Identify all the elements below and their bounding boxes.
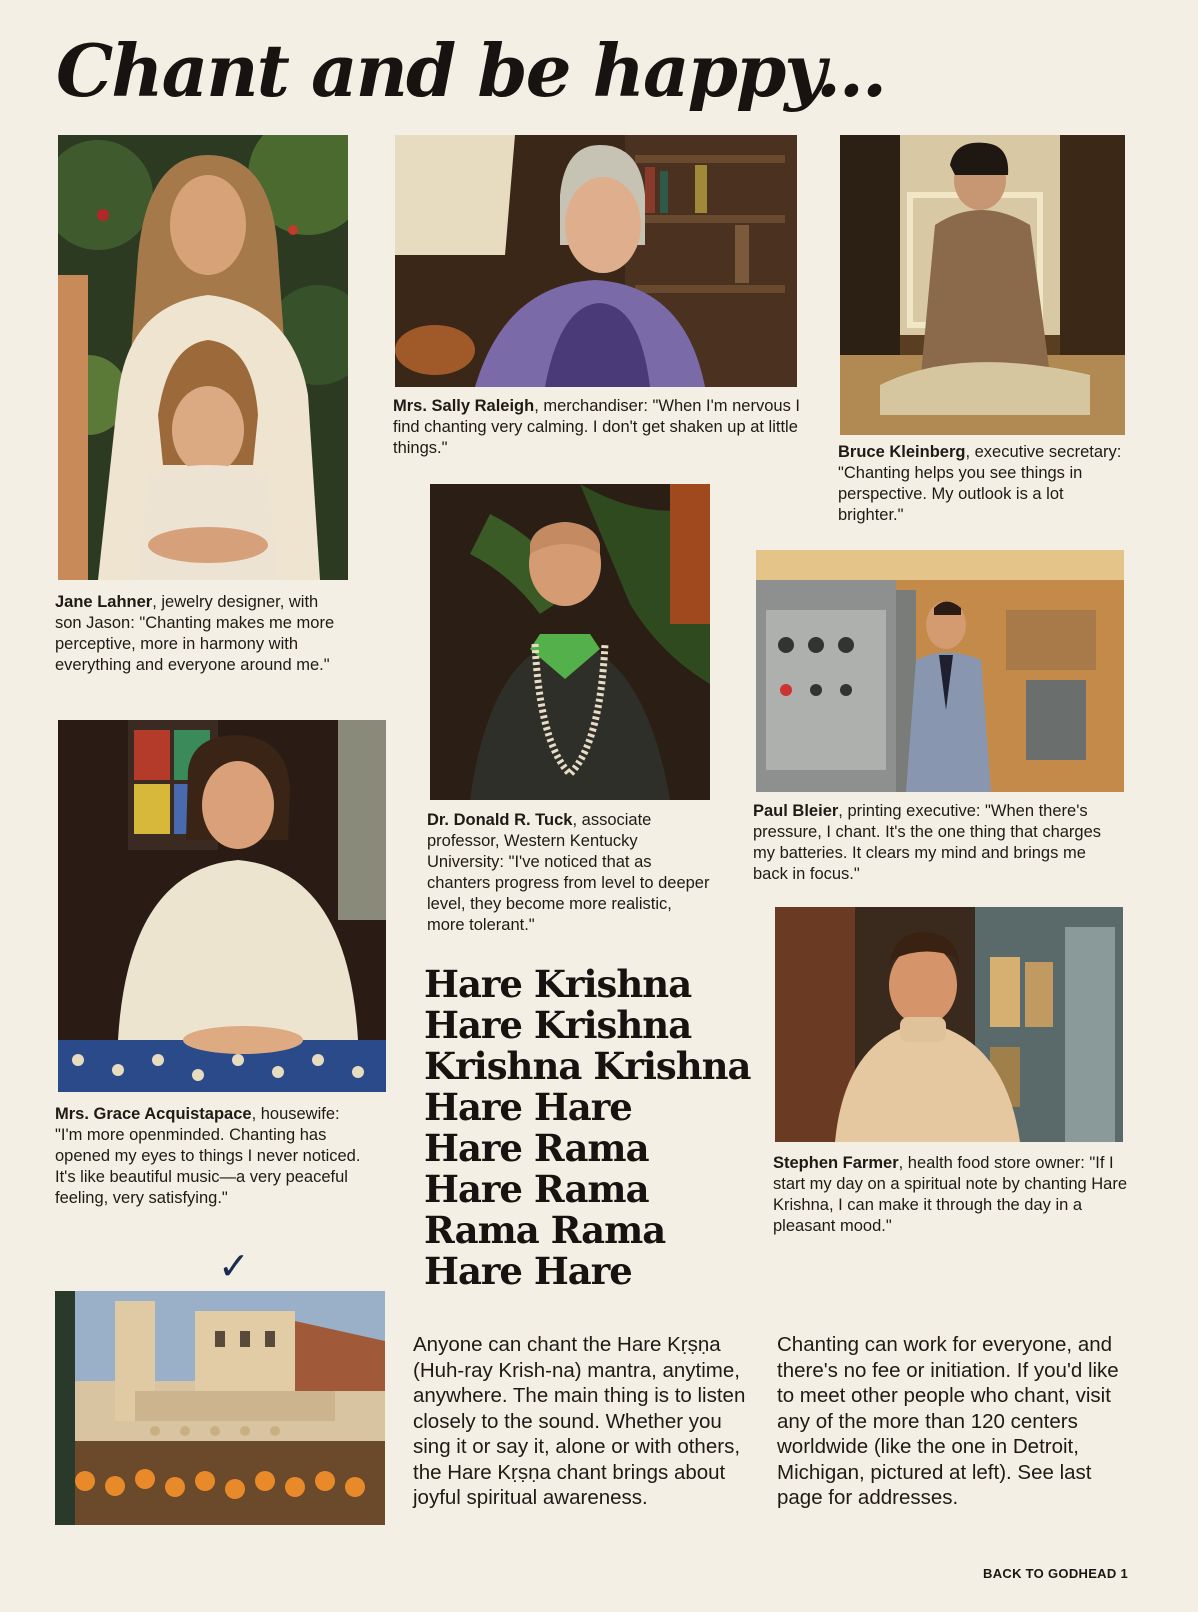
caption-name: Bruce Kleinberg	[838, 443, 966, 461]
mantra-line: Hare Krishna	[424, 962, 692, 1006]
photo-grace-acquistapace	[58, 720, 386, 1092]
mantra-line: Hare Krishna	[424, 1003, 692, 1047]
mantra-line: Rama Rama	[424, 1208, 666, 1252]
caption-name: Mrs. Sally Raleigh	[393, 397, 535, 415]
caption-text: , health food store owner: "If I start my day on a spiritual note by chanting Hare Krishna, I can make it through the day in a pleasant mood."	[773, 1154, 1128, 1235]
hare-krishna-mantra	[424, 964, 751, 1292]
caption-bruce-kleinberg	[838, 442, 1128, 526]
caption-grace-acquistapace	[55, 1104, 365, 1209]
caption-stephen-farmer	[773, 1153, 1133, 1237]
caption-text: , jewelry designer, with son Jason: "Chanting makes me more perceptive, more in harmony with everything and everyone around me."	[55, 593, 335, 674]
mantra-line: Hare Rama	[424, 1167, 649, 1211]
caption-text: , associate professor, Western Kentucky University: "I've noticed that as chanters progress from level to deeper level, they become more realistic, more tolerant."	[427, 811, 710, 934]
caption-jane-lahner	[55, 592, 340, 676]
caption-text: , merchandiser: "When I'm nervous I find chanting very calming. I don't get shaken up at little things."	[393, 397, 800, 457]
caption-paul-bleier	[753, 801, 1123, 885]
caption-text: , executive secretary: "Chanting helps you see things in perspective. My outlook is a lot brighter."	[838, 443, 1122, 524]
photo-sally-raleigh	[395, 135, 797, 387]
mantra-line: Hare Hare	[424, 1085, 632, 1129]
photo-paul-bleier	[756, 550, 1124, 792]
caption-name: Stephen Farmer	[773, 1154, 899, 1172]
caption-donald-tuck	[427, 810, 712, 936]
caption-name: Mrs. Grace Acquistapace	[55, 1105, 252, 1123]
caption-name: Dr. Donald R. Tuck	[427, 811, 573, 829]
body-text-left: Anyone can chant the Hare Kṛṣṇa (Huh-ray Krish-na) mantra, anytime, anywhere. The main thing is to listen closely to the sound. Whether you sing it or say it, alone or with others, the Hare Kṛṣṇa chant brings about joyful spiritual awareness.	[413, 1333, 746, 1509]
photo-donald-tuck	[430, 484, 710, 800]
caption-name: Paul Bleier	[753, 802, 839, 820]
body-text-right: Chanting can work for everyone, and there's no fee or initiation. If you'd like to meet other people who chant, visit any of the more than 120 centers worldwide (like the one in Detroit, Michigan, pictured at left). See last page for addresses.	[777, 1333, 1119, 1509]
caption-sally-raleigh	[393, 396, 803, 459]
caption-text: , printing executive: "When there's pressure, I chant. It's the one thing that charges my batteries. It clears my mind and brings me back in focus."	[753, 802, 1102, 883]
checkmark-icon: ✓	[218, 1244, 250, 1288]
mantra-line: Hare Hare	[424, 1249, 632, 1293]
photo-detroit-temple	[55, 1291, 385, 1525]
caption-text: , housewife: "I'm more openminded. Chanting has opened my eyes to things I never noticed. It's like beautiful music—a very peaceful feeling, very satisfying."	[55, 1105, 361, 1207]
page-footer: BACK TO GODHEAD 1	[983, 1566, 1128, 1581]
photo-jane-lahner	[58, 135, 348, 580]
photo-stephen-farmer	[775, 907, 1123, 1142]
mantra-line: Krishna Krishna	[424, 1044, 751, 1088]
caption-name: Jane Lahner	[55, 593, 153, 611]
photo-bruce-kleinberg	[840, 135, 1125, 435]
mantra-line: Hare Rama	[424, 1126, 649, 1170]
headline: Chant and be happy...	[56, 28, 886, 113]
